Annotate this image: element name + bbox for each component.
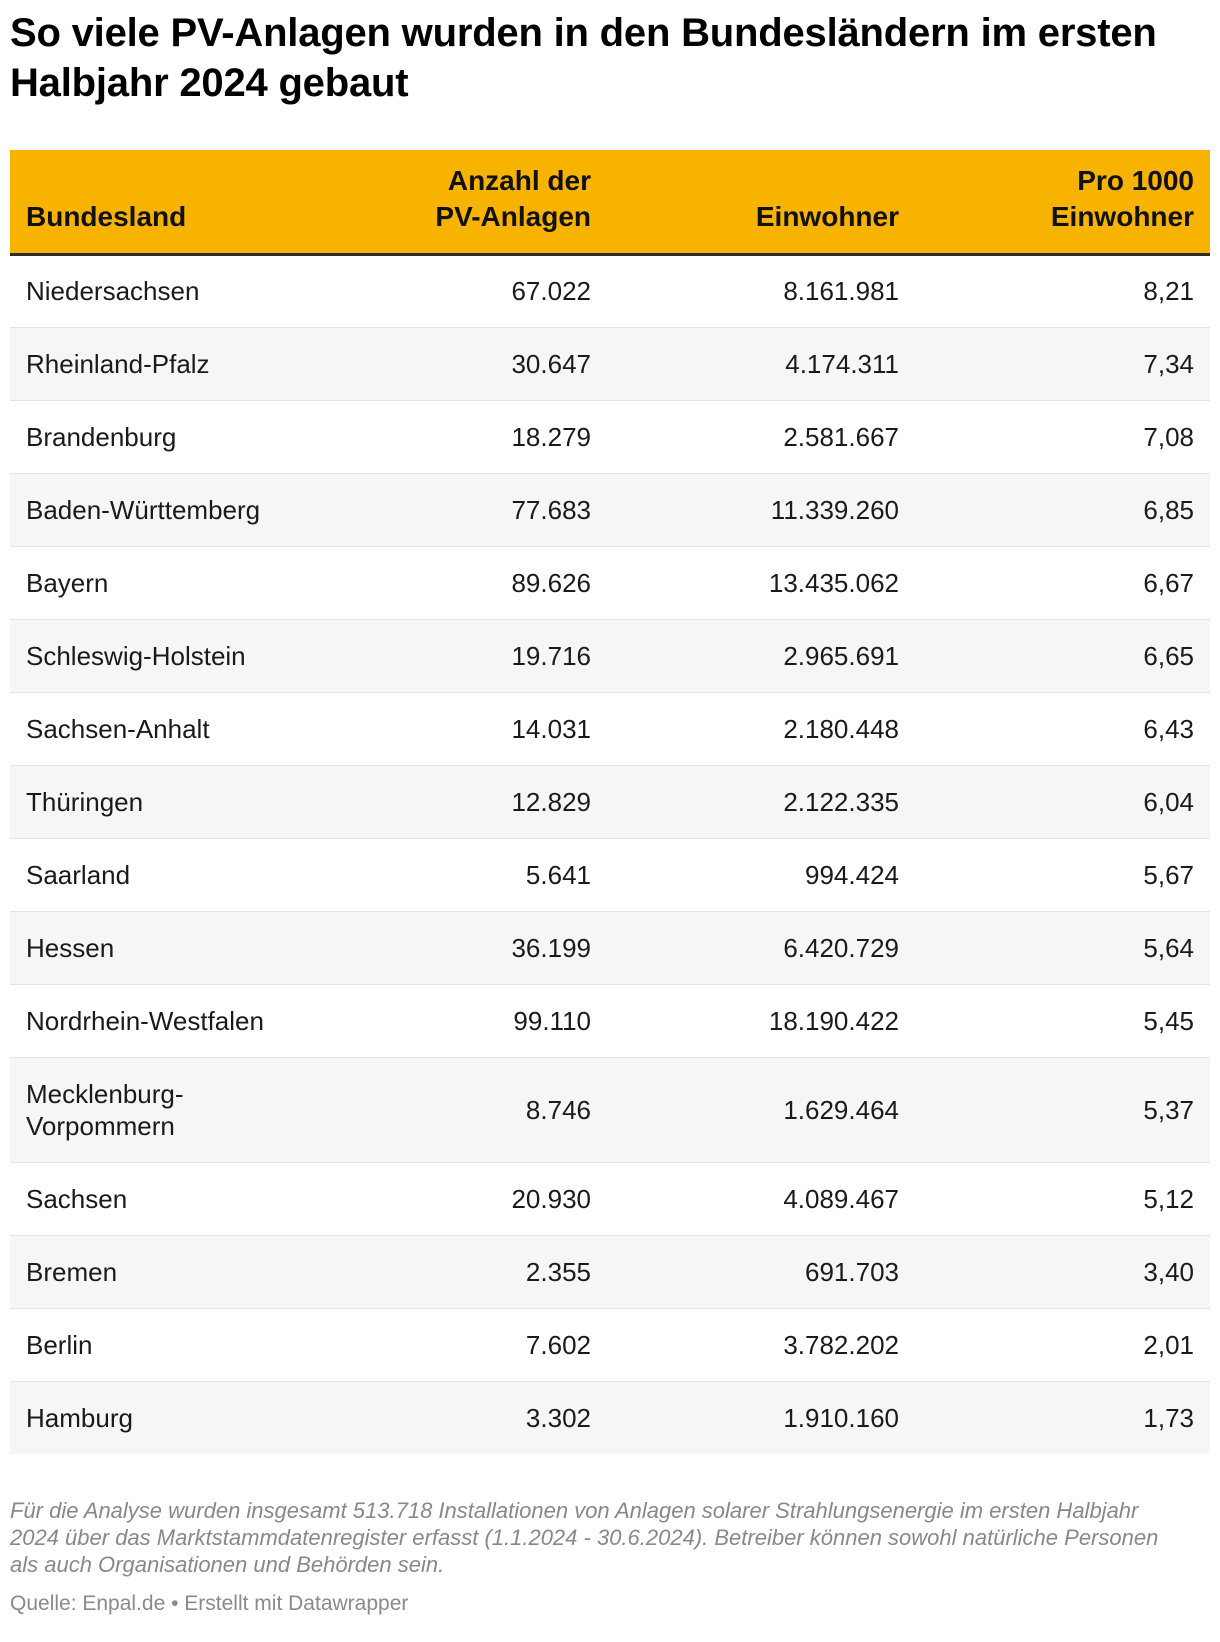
bundesland-name-line: Mecklenburg-	[26, 1078, 184, 1109]
cell-pro1000: 7,34	[915, 327, 1210, 400]
bundesland-name-line: Saarland	[26, 859, 131, 890]
cell-bundesland	[10, 619, 370, 692]
table-row	[10, 619, 1210, 692]
table-row	[10, 473, 1210, 546]
cell-einwohner: 2.581.667	[607, 400, 915, 473]
cell-pro1000: 6,85	[915, 473, 1210, 546]
footnote: Für die Analyse wurden insgesamt 513.718 Installationen von Anlagen solarer Strahlungsenergie im ersten Halbjahr 2024 über das Marktstammdatenregister erfasst (1.1.2024 - 30.6.2024). Betreiber können sowohl natürliche Personen als auch Organisationen und Behörden sein.	[10, 1498, 1159, 1577]
table-row	[10, 400, 1210, 473]
table-row	[10, 1162, 1210, 1235]
cell-anzahl: 89.626	[370, 546, 607, 619]
column-header-pro1000[interactable]	[915, 150, 1210, 254]
cell-bundesland	[10, 1381, 370, 1454]
column-header-line: Anzahl der	[447, 164, 591, 196]
cell-pro1000: 5,12	[915, 1162, 1210, 1235]
cell-pro1000: 6,04	[915, 765, 1210, 838]
cell-einwohner: 18.190.422	[607, 984, 915, 1057]
bundesland-name-line: Rheinland-Pfalz	[26, 348, 210, 379]
cell-einwohner: 13.435.062	[607, 546, 915, 619]
cell-anzahl: 2.355	[370, 1235, 607, 1308]
cell-einwohner: 994.424	[607, 838, 915, 911]
cell-pro1000: 6,43	[915, 692, 1210, 765]
table-row	[10, 911, 1210, 984]
table-row	[10, 838, 1210, 911]
bundesland-name-line: Thüringen	[26, 786, 144, 817]
cell-anzahl: 7.602	[370, 1308, 607, 1381]
column-header-line: Pro 1000	[1077, 164, 1194, 196]
cell-anzahl: 14.031	[370, 692, 607, 765]
cell-anzahl: 99.110	[370, 984, 607, 1057]
cell-einwohner: 11.339.260	[607, 473, 915, 546]
cell-pro1000: 8,21	[915, 254, 1210, 327]
cell-bundesland	[10, 838, 370, 911]
bundesland-name-line: Hamburg	[26, 1402, 133, 1433]
cell-pro1000: 3,40	[915, 1235, 1210, 1308]
cell-einwohner: 1.910.160	[783, 1402, 899, 1433]
cell-pro1000: 5,64	[915, 911, 1210, 984]
cell-einwohner: 6.420.729	[607, 911, 915, 984]
cell-bundesland	[10, 546, 370, 619]
cell-einwohner: 4.174.311	[607, 327, 915, 400]
bundesland-name-line: Schleswig-Holstein	[26, 640, 246, 671]
chart-title: So viele PV-Anlagen wurden in den Bundesländern im ersten Halbjahr 2024 gebaut	[10, 11, 1157, 105]
cell-pro1000: 1,73	[1143, 1402, 1194, 1433]
cell-anzahl: 8.746	[370, 1057, 607, 1162]
table-row	[10, 692, 1210, 765]
cell-pro1000: 6,67	[915, 546, 1210, 619]
cell-anzahl: 36.199	[370, 911, 607, 984]
cell-einwohner: 691.703	[607, 1235, 915, 1308]
cell-einwohner: 2.965.691	[607, 619, 915, 692]
bundesland-name-line: Nordrhein-Westfalen	[26, 1005, 264, 1036]
column-header-line: Einwohner	[755, 200, 899, 232]
bundesland-name-line: Bremen	[26, 1256, 118, 1287]
bundesland-name-line: Niedersachsen	[26, 276, 200, 306]
table-row	[10, 254, 1210, 327]
table-row	[10, 1308, 1210, 1381]
table-header	[10, 150, 1210, 254]
table-row	[10, 546, 1210, 619]
table-row	[10, 1057, 1210, 1162]
cell-bundesland	[10, 1308, 370, 1381]
cell-einwohner: 3.782.202	[607, 1308, 915, 1381]
cell-anzahl: 77.683	[370, 473, 607, 546]
cell-anzahl: 12.829	[370, 765, 607, 838]
header-row	[10, 150, 1210, 254]
column-header-line: PV-Anlagen	[435, 200, 591, 232]
bundesland-name-line: Baden-Württemberg	[26, 494, 261, 525]
column-header-einwohner[interactable]	[607, 150, 915, 254]
table-row	[10, 765, 1210, 838]
cell-bundesland	[10, 1235, 370, 1308]
cell-bundesland	[10, 473, 370, 546]
table-row	[10, 1381, 1210, 1454]
cell-anzahl: 30.647	[370, 327, 607, 400]
cell-bundesland	[10, 692, 370, 765]
cell-bundesland	[10, 327, 370, 400]
cell-anzahl: 20.930	[370, 1162, 607, 1235]
cell-bundesland	[10, 400, 370, 473]
bundesland-name-line: Vorpommern	[26, 1110, 175, 1141]
column-header-bundesland[interactable]	[10, 150, 370, 254]
cell-pro1000: 6,65	[915, 619, 1210, 692]
cell-bundesland	[10, 254, 370, 327]
cell-bundesland	[10, 1057, 370, 1162]
cell-bundesland	[10, 911, 370, 984]
bundesland-name-line: Brandenburg	[26, 421, 177, 452]
cell-pro1000: 5,45	[915, 984, 1210, 1057]
cell-bundesland	[10, 984, 370, 1057]
cell-bundesland	[10, 765, 370, 838]
column-header-line: Einwohner	[1050, 200, 1194, 232]
column-header-line: Bundesland	[26, 200, 187, 232]
bundesland-name-line: Bayern	[26, 567, 109, 598]
table-row	[10, 1235, 1210, 1308]
bundesland-name-line: Sachsen	[26, 1183, 128, 1214]
data-table	[10, 150, 1210, 1454]
bundesland-name-line: Berlin	[26, 1329, 93, 1360]
cell-anzahl: 19.716	[370, 619, 607, 692]
column-header-anzahl[interactable]	[370, 150, 607, 254]
bundesland-name-line: Sachsen-Anhalt	[26, 713, 210, 744]
cell-einwohner: 2.122.335	[607, 765, 915, 838]
cell-einwohner: 2.180.448	[607, 692, 915, 765]
cell-einwohner: 4.089.467	[607, 1162, 915, 1235]
cell-pro1000: 5,67	[915, 838, 1210, 911]
cell-anzahl: 18.279	[370, 400, 607, 473]
cell-einwohner: 8.161.981	[607, 254, 915, 327]
cell-bundesland	[10, 1162, 370, 1235]
table-body	[10, 254, 1210, 1454]
cell-pro1000: 2,01	[915, 1308, 1210, 1381]
cell-pro1000: 7,08	[915, 400, 1210, 473]
source-credit: Quelle: Enpal.de • Erstellt mit Datawrapper	[10, 1592, 409, 1615]
cell-pro1000: 5,37	[915, 1057, 1210, 1162]
table-row	[10, 984, 1210, 1057]
cell-anzahl: 5.641	[370, 838, 607, 911]
cell-einwohner: 1.629.464	[607, 1057, 915, 1162]
cell-anzahl: 67.022	[370, 254, 607, 327]
bundesland-name-line: Hessen	[26, 932, 115, 963]
table-row	[10, 327, 1210, 400]
cell-anzahl: 3.302	[525, 1402, 591, 1433]
